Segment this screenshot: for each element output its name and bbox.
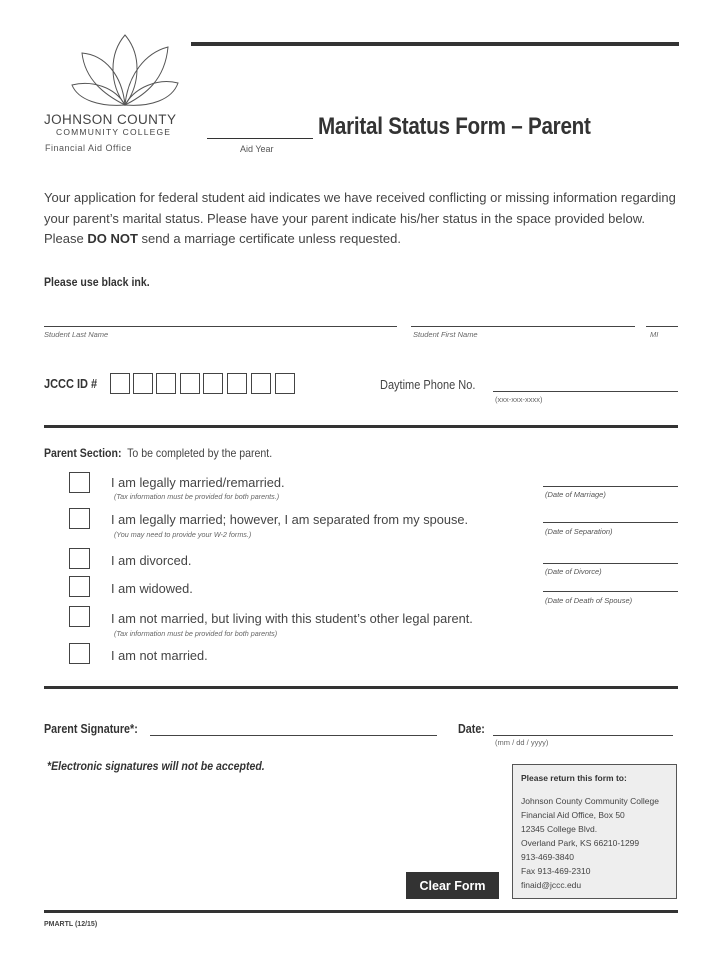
intro-text-end: send a marriage certificate unless requested. <box>137 231 401 246</box>
date-of-separation-label: (Date of Separation) <box>545 527 613 536</box>
jccc-id-digit[interactable] <box>227 373 247 394</box>
date-format-label: (mm / dd / yyyy) <box>495 738 549 747</box>
aid-year-label: Aid Year <box>240 144 274 154</box>
return-address-line: Johnson County Community College <box>521 796 659 806</box>
logo-college-subname: COMMUNITY COLLEGE <box>56 127 172 137</box>
date-of-death-field[interactable] <box>543 591 678 592</box>
parent-section-heading <box>44 446 272 460</box>
student-last-name-label: Student Last Name <box>44 330 109 339</box>
phone-field[interactable] <box>493 391 678 392</box>
student-mi-field[interactable] <box>646 326 678 327</box>
footer-rule <box>44 910 678 913</box>
date-of-death-label: (Date of Death of Spouse) <box>545 596 633 605</box>
logo-office-name: Financial Aid Office <box>45 143 132 153</box>
form-code: PMARTL (12/15) <box>44 921 98 928</box>
signature-date-field[interactable] <box>493 735 673 736</box>
option-living-together-note: (Tax information must be provided for both parents) <box>114 629 278 638</box>
return-address-heading: Please return this form to: <box>521 773 627 783</box>
option-separated-label: I am legally married; however, I am separated from my spouse. <box>111 512 469 527</box>
parent-section-instruction: To be completed by the parent. <box>127 446 273 460</box>
date-of-separation-field[interactable] <box>543 522 678 523</box>
option-widowed-label: I am widowed. <box>111 581 193 596</box>
intro-bold: DO NOT <box>87 231 138 246</box>
checkbox-not-married[interactable] <box>69 643 90 664</box>
jccc-id-digit[interactable] <box>156 373 176 394</box>
intro-paragraph <box>44 188 684 250</box>
parent-signature-label: Parent Signature*: <box>44 722 138 736</box>
phone-format-label: (xxx-xxx-xxxx) <box>495 395 543 404</box>
date-of-marriage-label: (Date of Marriage) <box>545 490 606 499</box>
option-separated-note: (You may need to provide your W-2 forms.) <box>114 530 252 539</box>
date-of-marriage-field[interactable] <box>543 486 678 487</box>
checkbox-married[interactable] <box>69 472 90 493</box>
student-mi-label: MI <box>650 330 659 339</box>
checkbox-living-together[interactable] <box>69 606 90 627</box>
parent-section-label: Parent Section: <box>44 446 122 460</box>
return-address-line: Overland Park, KS 66210-1299 <box>521 838 640 848</box>
intro-text: Your application for federal student aid indicates we have received conflicting or missing information regarding your parent’s marital status. Please have your parent indicate his/her status in the space provided below. Please <box>44 190 676 246</box>
return-address-line: Financial Aid Office, Box 50 <box>521 810 625 820</box>
student-first-name-label: Student First Name <box>413 330 478 339</box>
ink-note: Please use black ink. <box>44 275 150 289</box>
option-married-label: I am legally married/remarried. <box>111 475 285 490</box>
jccc-id-digit[interactable] <box>180 373 200 394</box>
jccc-id-label: JCCC ID # <box>44 377 98 391</box>
form-title: Marital Status Form – Parent <box>318 113 591 140</box>
return-address-line: 12345 College Blvd. <box>521 824 598 834</box>
checkbox-widowed[interactable] <box>69 576 90 597</box>
jccc-id-digit[interactable] <box>275 373 295 394</box>
option-not-married-label: I am not married. <box>111 648 208 663</box>
checkbox-separated[interactable] <box>69 508 90 529</box>
option-living-together-label: I am not married, but living with this student’s other legal parent. <box>111 611 473 626</box>
date-of-divorce-label: (Date of Divorce) <box>545 567 602 576</box>
jccc-id-digit[interactable] <box>110 373 130 394</box>
logo-college-name: JOHNSON COUNTY <box>44 112 177 127</box>
option-divorced-label: I am divorced. <box>111 553 192 568</box>
jccc-id-digit[interactable] <box>203 373 223 394</box>
date-of-divorce-field[interactable] <box>543 563 678 564</box>
phone-label: Daytime Phone No. <box>380 378 476 392</box>
checkbox-divorced[interactable] <box>69 548 90 569</box>
electronic-signature-note: *Electronic signatures will not be accepted. <box>47 759 265 773</box>
student-last-name-field[interactable] <box>44 326 397 327</box>
jccc-lotus-logo-icon <box>70 25 180 113</box>
aid-year-field[interactable] <box>207 138 313 139</box>
clear-form-button[interactable]: Clear Form <box>406 872 499 899</box>
jccc-id-digit[interactable] <box>251 373 271 394</box>
signature-date-label: Date: <box>458 722 485 736</box>
jccc-id-digit[interactable] <box>133 373 153 394</box>
section-divider <box>44 425 678 428</box>
return-address-email: finaid@jccc.edu <box>521 880 582 890</box>
student-first-name-field[interactable] <box>411 326 635 327</box>
return-address-line: 913-469-3840 <box>521 852 574 862</box>
option-married-note: (Tax information must be provided for both parents.) <box>114 492 280 501</box>
return-address-line: Fax 913-469-2310 <box>521 866 591 876</box>
parent-signature-field[interactable] <box>150 735 437 736</box>
header-rule <box>191 42 679 46</box>
section-divider <box>44 686 678 689</box>
